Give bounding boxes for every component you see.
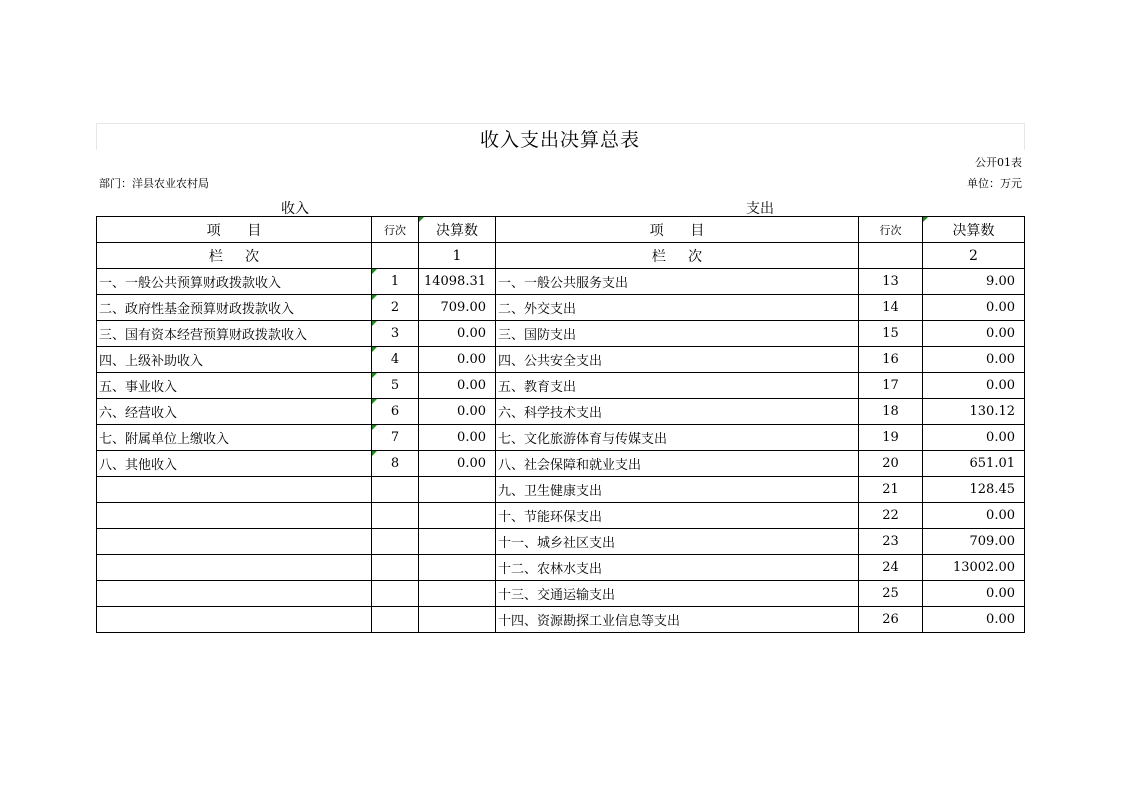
table-row bbox=[97, 269, 1025, 295]
expense-item-cell: 十、节能环保支出 bbox=[496, 503, 859, 529]
income-amount-cell bbox=[419, 607, 496, 633]
expense-amount-cell: 0.00 bbox=[923, 607, 1025, 633]
unit-label: 单位：万元 bbox=[967, 177, 1022, 190]
income-item-cell: 二、政府性基金预算财政拨款收入 bbox=[97, 295, 372, 321]
income-item-cell bbox=[97, 581, 372, 607]
income-row-no-header: 行次 bbox=[372, 217, 419, 243]
income-amount-cell: 0.00 bbox=[419, 321, 496, 347]
income-item-cell: 四、上级补助收入 bbox=[97, 347, 372, 373]
expense-row-no-cell: 22 bbox=[859, 503, 923, 529]
income-item-header: 项 目 bbox=[97, 217, 372, 243]
income-amount-header: 决算数 bbox=[419, 217, 496, 243]
form-code: 公开01表 bbox=[975, 156, 1022, 169]
income-item-cell bbox=[97, 529, 372, 555]
income-row-no-cell bbox=[372, 581, 419, 607]
income-row-no-cell: 5 bbox=[372, 373, 419, 399]
income-amount-cell: 0.00 bbox=[419, 373, 496, 399]
table-row bbox=[97, 347, 1025, 373]
table-row bbox=[97, 321, 1025, 347]
expense-item-cell: 三、国防支出 bbox=[496, 321, 859, 347]
income-amount-cell bbox=[419, 477, 496, 503]
expense-row-no-cell: 23 bbox=[859, 529, 923, 555]
income-column-label: 栏 次 bbox=[97, 243, 372, 269]
income-item-cell: 八、其他收入 bbox=[97, 451, 372, 477]
expense-row-no-cell: 24 bbox=[859, 555, 923, 581]
table-row bbox=[97, 581, 1025, 607]
income-item-cell: 五、事业收入 bbox=[97, 373, 372, 399]
income-item-cell bbox=[97, 555, 372, 581]
expense-row-no-cell: 19 bbox=[859, 425, 923, 451]
income-row-no-cell: 8 bbox=[372, 451, 419, 477]
expense-row-no-cell: 25 bbox=[859, 581, 923, 607]
expense-item-cell: 二、外交支出 bbox=[496, 295, 859, 321]
table-row bbox=[97, 529, 1025, 555]
expense-item-cell: 四、公共安全支出 bbox=[496, 347, 859, 373]
income-amount-cell: 0.00 bbox=[419, 425, 496, 451]
income-row-no-cell: 4 bbox=[372, 347, 419, 373]
table-row bbox=[97, 295, 1025, 321]
income-amount-cell: 0.00 bbox=[419, 451, 496, 477]
income-row-no-cell: 7 bbox=[372, 425, 419, 451]
expense-amount-cell: 9.00 bbox=[923, 269, 1025, 295]
expense-amount-cell: 0.00 bbox=[923, 295, 1025, 321]
income-section-label: 收入 bbox=[281, 201, 309, 217]
expense-amount-cell: 0.00 bbox=[923, 503, 1025, 529]
income-row-no-cell: 3 bbox=[372, 321, 419, 347]
expense-amount-cell: 13002.00 bbox=[923, 555, 1025, 581]
expense-item-cell: 一、一般公共服务支出 bbox=[496, 269, 859, 295]
expense-item-cell: 九、卫生健康支出 bbox=[496, 477, 859, 503]
income-row-no-cell bbox=[372, 529, 419, 555]
income-item-cell bbox=[97, 477, 372, 503]
column-index-row bbox=[97, 243, 1025, 269]
table-row bbox=[97, 607, 1025, 633]
department-label: 部门：洋县农业农村局 bbox=[99, 177, 209, 190]
expense-item-cell: 五、教育支出 bbox=[496, 373, 859, 399]
income-amount-cell: 0.00 bbox=[419, 347, 496, 373]
income-amount-cell: 0.00 bbox=[419, 399, 496, 425]
expense-amount-cell: 128.45 bbox=[923, 477, 1025, 503]
income-amount-cell: 709.00 bbox=[419, 295, 496, 321]
expense-row-no-cell: 17 bbox=[859, 373, 923, 399]
income-item-cell: 一、一般公共预算财政拨款收入 bbox=[97, 269, 372, 295]
income-amount-cell bbox=[419, 555, 496, 581]
report-title: 收入支出决算总表 bbox=[479, 129, 640, 151]
income-column-blank bbox=[372, 243, 419, 269]
income-row-no-cell bbox=[372, 607, 419, 633]
expense-row-no-cell: 26 bbox=[859, 607, 923, 633]
expense-amount-cell: 0.00 bbox=[923, 425, 1025, 451]
expense-row-no-cell: 20 bbox=[859, 451, 923, 477]
table-row bbox=[97, 555, 1025, 581]
expense-column-label: 栏 次 bbox=[496, 243, 859, 269]
expense-item-cell: 七、文化旅游体育与传媒支出 bbox=[496, 425, 859, 451]
income-row-no-cell: 2 bbox=[372, 295, 419, 321]
expense-item-cell: 十一、城乡社区支出 bbox=[496, 529, 859, 555]
table-header-row bbox=[97, 217, 1025, 243]
expense-item-cell: 十二、农林水支出 bbox=[496, 555, 859, 581]
expense-row-no-cell: 18 bbox=[859, 399, 923, 425]
income-column-index: 1 bbox=[419, 243, 496, 269]
expense-row-no-cell: 15 bbox=[859, 321, 923, 347]
expense-amount-cell: 0.00 bbox=[923, 581, 1025, 607]
expense-row-no-cell: 21 bbox=[859, 477, 923, 503]
table-row bbox=[97, 477, 1025, 503]
expense-column-index: 2 bbox=[923, 243, 1025, 269]
income-amount-cell bbox=[419, 581, 496, 607]
expense-column-blank bbox=[859, 243, 923, 269]
income-item-cell bbox=[97, 607, 372, 633]
income-amount-cell bbox=[419, 503, 496, 529]
expense-amount-cell: 130.12 bbox=[923, 399, 1025, 425]
expense-row-no-cell: 13 bbox=[859, 269, 923, 295]
income-item-cell: 三、国有资本经营预算财政拨款收入 bbox=[97, 321, 372, 347]
income-row-no-cell bbox=[372, 503, 419, 529]
income-row-no-cell: 1 bbox=[372, 269, 419, 295]
expense-amount-header: 决算数 bbox=[923, 217, 1025, 243]
table-row bbox=[97, 503, 1025, 529]
table-row bbox=[97, 451, 1025, 477]
budget-table bbox=[96, 216, 1025, 633]
expense-section-label: 支出 bbox=[746, 201, 774, 217]
expense-row-no-cell: 14 bbox=[859, 295, 923, 321]
expense-amount-cell: 651.01 bbox=[923, 451, 1025, 477]
expense-amount-cell: 0.00 bbox=[923, 347, 1025, 373]
expense-row-no-header: 行次 bbox=[859, 217, 923, 243]
table-row bbox=[97, 425, 1025, 451]
expense-item-header: 项 目 bbox=[496, 217, 859, 243]
expense-amount-cell: 709.00 bbox=[923, 529, 1025, 555]
income-amount-cell: 14098.31 bbox=[419, 269, 496, 295]
expense-item-cell: 十四、资源勘探工业信息等支出 bbox=[496, 607, 859, 633]
expense-amount-cell: 0.00 bbox=[923, 321, 1025, 347]
income-row-no-cell: 6 bbox=[372, 399, 419, 425]
expense-item-cell: 六、科学技术支出 bbox=[496, 399, 859, 425]
expense-row-no-cell: 16 bbox=[859, 347, 923, 373]
income-row-no-cell bbox=[372, 555, 419, 581]
table-row bbox=[97, 373, 1025, 399]
expense-amount-cell: 0.00 bbox=[923, 373, 1025, 399]
expense-item-cell: 十三、交通运输支出 bbox=[496, 581, 859, 607]
income-item-cell: 七、附属单位上缴收入 bbox=[97, 425, 372, 451]
table-row bbox=[97, 399, 1025, 425]
income-amount-cell bbox=[419, 529, 496, 555]
income-item-cell: 六、经营收入 bbox=[97, 399, 372, 425]
income-row-no-cell bbox=[372, 477, 419, 503]
expense-item-cell: 八、社会保障和就业支出 bbox=[496, 451, 859, 477]
income-item-cell bbox=[97, 503, 372, 529]
